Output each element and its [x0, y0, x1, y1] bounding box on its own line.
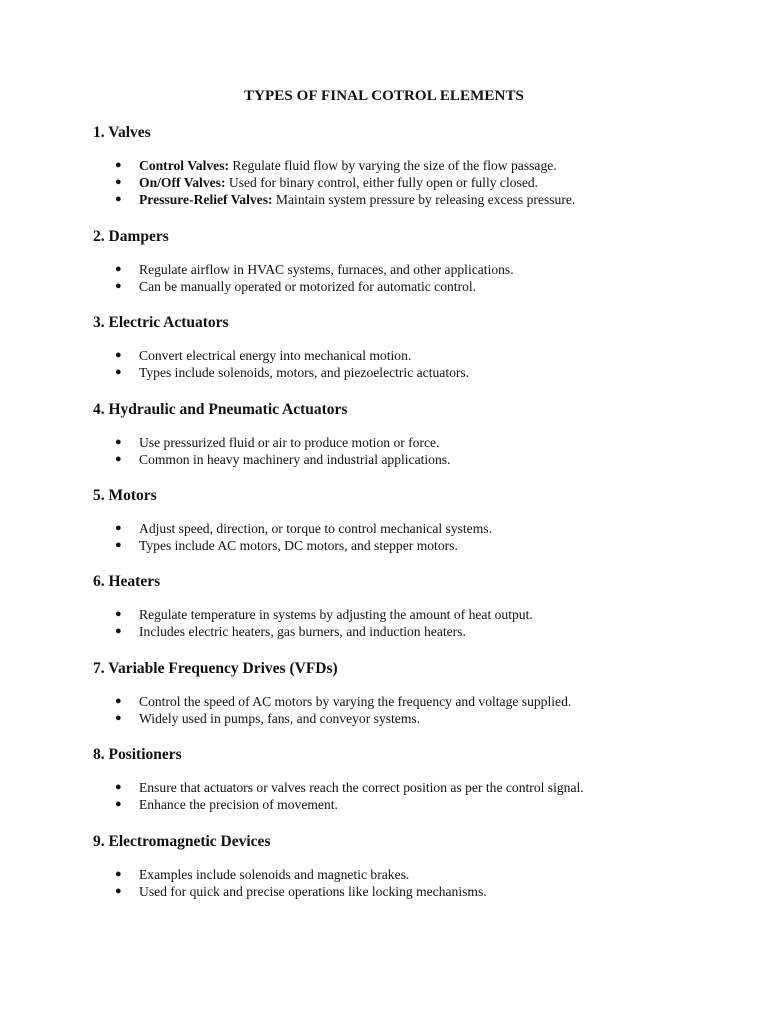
item-text: Types include solenoids, motors, and piezoelectric actuators.: [139, 365, 470, 381]
list-item: [115, 693, 715, 710]
section-electromagnetic-devices: [93, 832, 713, 900]
item-text: Includes electric heaters, gas burners, and induction heaters.: [139, 624, 466, 640]
item-text: Examples include solenoids and magnetic brakes.: [139, 867, 410, 882]
section-valves: [93, 123, 713, 208]
bullet-icon: ●: [115, 522, 122, 534]
section-heaters: [93, 572, 713, 640]
bullet-icon: ●: [115, 453, 122, 466]
list-item: [115, 883, 715, 900]
item-text: Use pressurized fluid or air to produce motion or force.: [139, 435, 440, 450]
bullet-icon: ●: [115, 608, 122, 620]
list-item: [115, 606, 715, 623]
bullet-icon: ●: [115, 868, 122, 880]
list-item: [115, 157, 715, 174]
bullet-list: [115, 157, 715, 209]
item-text: Types include AC motors, DC motors, and stepper motors.: [139, 538, 458, 554]
bullet-icon: ●: [115, 349, 122, 361]
item-text: Enhance the precision of movement.: [139, 797, 338, 813]
bullet-icon: ●: [115, 885, 122, 898]
item-text: Convert electrical energy into mechanical motion.: [139, 348, 412, 363]
section-electric-actuators: [93, 313, 713, 381]
bullet-icon: ●: [115, 193, 122, 206]
item-text: Regulate airflow in HVAC systems, furnaces, and other applications.: [139, 262, 514, 277]
list-item: [115, 364, 715, 381]
list-item: [115, 779, 715, 796]
list-item: [115, 537, 715, 554]
bullet-icon: ●: [115, 366, 122, 379]
list-item: [115, 174, 715, 191]
item-text: Widely used in pumps, fans, and conveyor systems.: [139, 711, 421, 727]
list-item: [115, 451, 715, 468]
section-positioners: [93, 745, 713, 813]
bullet-list: [115, 347, 715, 381]
list-item: [115, 866, 715, 883]
bullet-icon: ●: [115, 695, 122, 707]
item-text: Common in heavy machinery and industrial applications.: [139, 452, 451, 468]
section-heading: 5. Motors: [93, 487, 157, 504]
item-text: Adjust speed, direction, or torque to control mechanical systems.: [139, 521, 492, 536]
item-text: Used for quick and precise operations like locking mechanisms.: [139, 884, 487, 900]
bullet-list: [115, 261, 715, 295]
section-heading: 2. Dampers: [93, 228, 169, 245]
list-item: [115, 191, 715, 208]
section-dampers: [93, 227, 713, 295]
section-heading: 8. Positioners: [93, 746, 182, 763]
list-item: [115, 796, 715, 813]
section-hydraulic-pneumatic: [93, 400, 713, 468]
section-heading: 1. Valves: [93, 124, 151, 141]
section-vfds: [93, 659, 713, 727]
section-heading: 9. Electromagnetic Devices: [93, 833, 271, 850]
item-term: On/Off Valves:: [139, 175, 226, 191]
bullet-icon: ●: [115, 539, 122, 552]
section-heading: 4. Hydraulic and Pneumatic Actuators: [93, 401, 348, 418]
bullet-icon: ●: [115, 625, 122, 638]
list-item: [115, 520, 715, 537]
section-motors: [93, 486, 713, 554]
bullet-icon: ●: [115, 436, 122, 448]
bullet-icon: ●: [115, 263, 122, 275]
list-item: [115, 278, 715, 295]
item-text: Regulate temperature in systems by adjusting the amount of heat output.: [139, 607, 533, 622]
section-heading: 3. Electric Actuators: [93, 314, 229, 331]
item-term: Control Valves:: [139, 158, 230, 173]
bullet-icon: ●: [115, 159, 122, 171]
section-heading: 7. Variable Frequency Drives (VFDs): [93, 660, 338, 677]
item-text: Can be manually operated or motorized for automatic control.: [139, 279, 477, 295]
item-text: Maintain system pressure by releasing excess pressure.: [272, 192, 576, 208]
bullet-icon: ●: [115, 176, 122, 189]
item-text: Used for binary control, either fully open or fully closed.: [225, 175, 539, 191]
item-text: Regulate fluid flow by varying the size of the flow passage.: [229, 158, 557, 173]
section-heading: 6. Heaters: [93, 573, 161, 590]
bullet-icon: ●: [115, 280, 122, 293]
bullet-list: [115, 434, 715, 468]
bullet-icon: ●: [115, 712, 122, 725]
bullet-icon: ●: [115, 798, 122, 811]
bullet-icon: ●: [115, 781, 122, 793]
list-item: [115, 261, 715, 278]
item-text: Control the speed of AC motors by varying the frequency and voltage supplied.: [139, 694, 572, 709]
bullet-list: [115, 779, 715, 813]
bullet-list: [115, 693, 715, 727]
list-item: [115, 347, 715, 364]
list-item: [115, 623, 715, 640]
bullet-list: [115, 520, 715, 554]
bullet-list: [115, 606, 715, 640]
item-term: Pressure-Relief Valves:: [139, 192, 273, 208]
bullet-list: [115, 866, 715, 900]
item-text: Ensure that actuators or valves reach the correct position as per the control signal.: [139, 780, 584, 795]
document-title: TYPES OF FINAL COTROL ELEMENTS: [243, 88, 524, 104]
list-item: [115, 434, 715, 451]
list-item: [115, 710, 715, 727]
